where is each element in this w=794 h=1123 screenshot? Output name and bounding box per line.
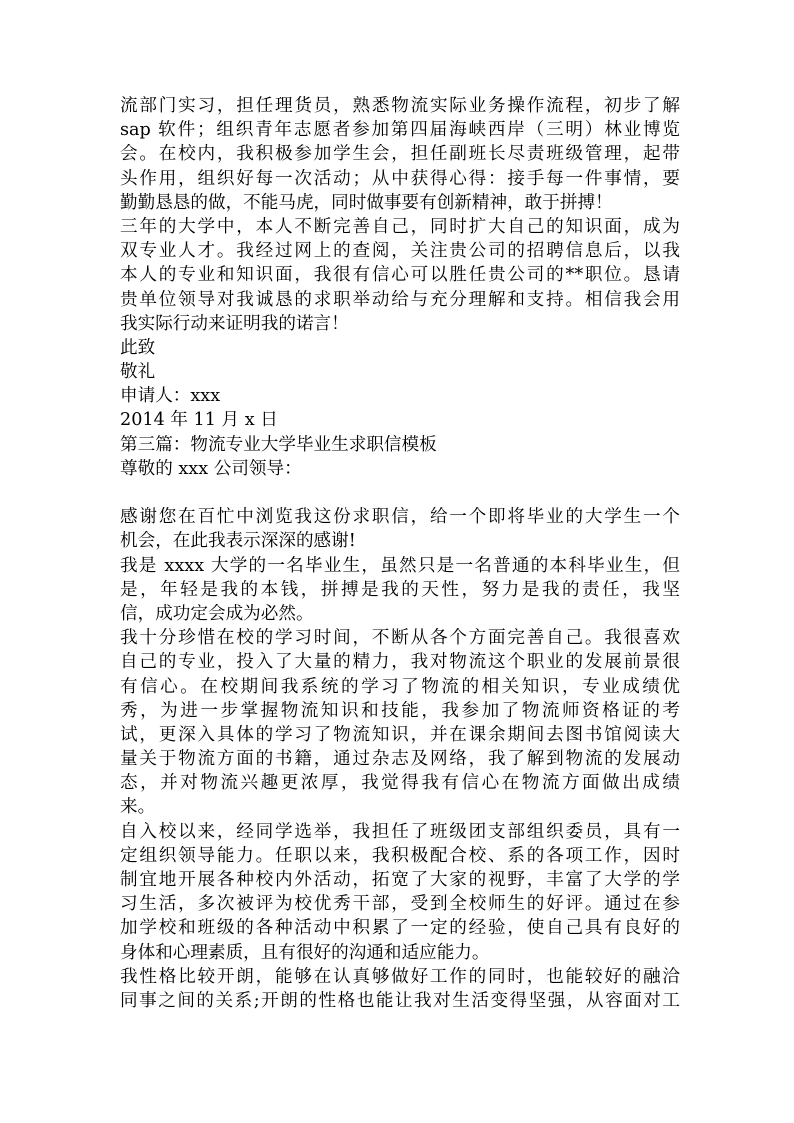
text-line: 试，更深入具体的学习了物流知识，并在课余期间去图书馆阅读大 (120, 724, 680, 745)
text-line: 我十分珍惜在校的学习时间，不断从各个方面完善自己。我很喜欢 (120, 628, 680, 649)
text-line: 会。在校内，我积极参加学生会，担任副班长尽责班级管理，起带 (120, 144, 680, 165)
text-line: 尊敬的 xxx 公司领导： (120, 458, 302, 479)
text-line: 头作用，组织好每一次活动；从中获得心得：接手每一件事情，要 (120, 168, 680, 189)
text-line: 申请人：xxx (120, 386, 221, 407)
text-line: 秀，为进一步掌握物流知识和技能，我参加了物流师资格证的考 (120, 700, 680, 721)
text-line: 感谢您在百忙中浏览我这份求职信，给一个即将毕业的大学生一个 (120, 507, 680, 528)
text-line: 贵单位领导对我诚恳的求职举动给与充分理解和支持。相信我会用 (120, 289, 680, 310)
text-line: 三年的大学中，本人不断完善自己，同时扩大自己的知识面，成为 (120, 216, 680, 237)
text-line: 自入校以来，经同学选举，我担任了班级团支部组织委员，具有一 (120, 821, 680, 842)
text-line: 自己的专业，投入了大量的精力，我对物流这个职业的发展前景很 (120, 652, 680, 673)
text-line: 身体和心理素质，且有很好的沟通和适应能力。 (120, 942, 490, 963)
text-line: 有信心。在校期间我系统的学习了物流的相关知识，专业成绩优 (120, 676, 680, 697)
text-line: 加学校和班级的各种活动中积累了一定的经验，使自己具有良好的 (120, 918, 680, 939)
text-line: 制宜地开展各种校内外活动，拓宽了大家的视野，丰富了大学的学 (120, 870, 680, 890)
text-line: 同事之间的关系;开朗的性格也能让我对生活变得坚强，从容面对工 (120, 990, 680, 1011)
text-line: 机会，在此我表示深深的感谢! (120, 531, 356, 552)
document-page (120, 94, 680, 1013)
text-line: 2014 年 11 月 x 日 (120, 410, 278, 431)
text-line: 我是 xxxx 大学的一名毕业生，虽然只是一名普通的本科毕业生，但 (120, 555, 680, 576)
text-line: 量关于物流方面的书籍，通过杂志及网络，我了解到物流的发展动 (120, 749, 680, 770)
text-line: 我性格比较开朗，能够在认真够做好工作的同时，也能较好的融洽 (120, 966, 680, 987)
text-line: 双专业人才。我经过网上的查阅，关注贵公司的招聘信息后，以我 (120, 241, 680, 262)
text-line: 定组织领导能力。任职以来，我积极配合校、系的各项工作，因时 (120, 845, 680, 866)
text-line: 来。 (120, 797, 156, 818)
text-line: 信，成功定会成为必然。 (120, 603, 314, 624)
text-line: 态，并对物流兴趣更浓厚，我觉得我有信心在物流方面做出成绩 (120, 773, 680, 794)
text-line: 本人的专业和知识面，我很有信心可以胜任贵公司的**职位。恳请 (120, 265, 680, 286)
text-line: 我实际行动来证明我的诺言！ (120, 313, 349, 334)
text-line: 勤勤恳恳的做，不能马虎，同时做事要有创新精神，敢于拼搏！ (120, 192, 613, 213)
text-line: 流部门实习，担任理货员，熟悉物流实际业务操作流程，初步了解 (120, 96, 680, 116)
text-line: 是，年轻是我的本钱，拼搏是我的天性，努力是我的责任，我坚 (120, 579, 680, 600)
blank-line (120, 481, 680, 505)
text-line: 习生活，多次被评为校优秀干部，受到全校师生的好评。通过在参 (120, 894, 680, 915)
text-line: 第三篇：物流专业大学毕业生求职信模板 (120, 434, 437, 455)
text-line: sap 软件；组织青年志愿者参加第四届海峡西岸（三明）林业博览 (120, 120, 680, 141)
text-line: 敬礼 (120, 362, 156, 383)
text-line: 此致 (120, 337, 156, 358)
